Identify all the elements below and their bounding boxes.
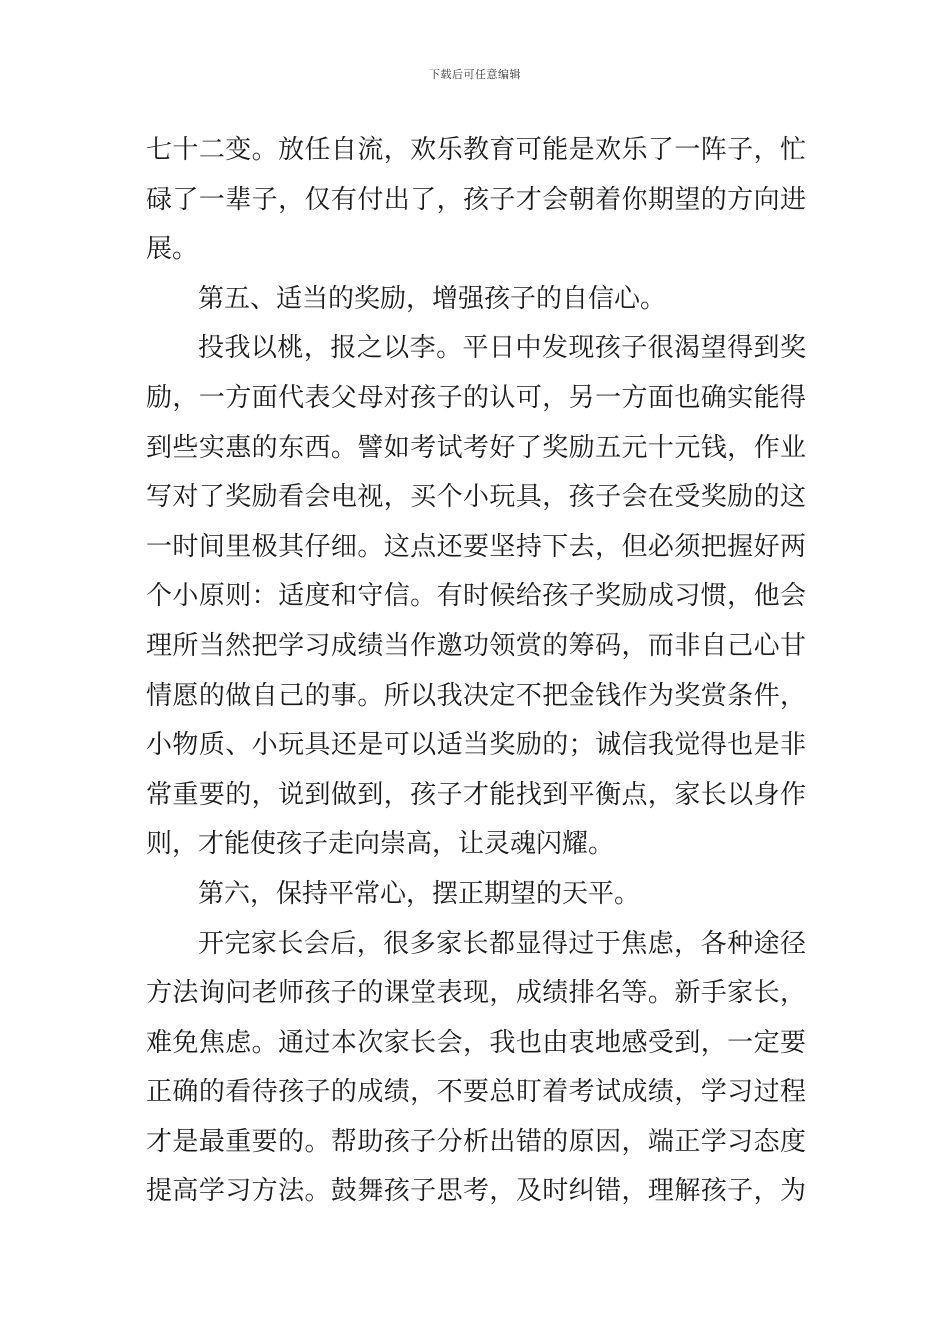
- text-line: 才是最重要的。帮助孩子分析出错的原因，端正学习态度: [146, 1126, 806, 1157]
- text-line: 个小原则：适度和守信。有时候给孩子奖励成习惯，他会: [146, 581, 806, 612]
- text-line: 励，一方面代表父母对孩子的认可，另一方面也确实能得: [146, 382, 806, 413]
- text-line: 难免焦虑。通过本次家长会，我也由衷地感受到，一定要: [146, 1027, 806, 1058]
- text-line: 碌了一辈子，仅有付出了，孩子才会朝着你期望的方向进: [146, 184, 806, 215]
- page-header: 下载后可任意编辑: [429, 68, 521, 81]
- text-line: 理所当然把学习成绩当作邀功领赏的筹码，而非自己心甘: [146, 630, 806, 661]
- text-line: 到些实惠的东西。譬如考试考好了奖励五元十元钱，作业: [146, 432, 806, 463]
- text-line: 小物质、小玩具还是可以适当奖励的；诚信我觉得也是非: [146, 730, 806, 761]
- text-line: 正确的看待孩子的成绩，不要总盯着考试成绩，学习过程: [146, 1077, 806, 1108]
- text-line: 提高学习方法。鼓舞孩子思考，及时纠错，理解孩子，为: [146, 1176, 806, 1207]
- text-line: 投我以桃，报之以李。平日中发现孩子很渴望得到奖: [198, 333, 806, 364]
- text-line: 开完家长会后，很多家长都显得过于焦虑，各种途径: [198, 928, 806, 959]
- text-line: 展。: [146, 234, 199, 265]
- text-line: 第五、适当的奖励，增强孩子的自信心。: [198, 283, 667, 314]
- text-line: 第六，保持平常心，摆正期望的天平。: [198, 878, 641, 909]
- document-body: [146, 126, 806, 1217]
- text-line: 写对了奖励看会电视，买个小玩具，孩子会在受奖励的这: [146, 482, 806, 513]
- text-line: 则，才能使孩子走向崇高，让灵魂闪耀。: [146, 829, 615, 860]
- text-line: 方法询问老师孩子的课堂表现，成绩排名等。新手家长，: [146, 978, 806, 1009]
- text-line: 七十二变。放任自流，欢乐教育可能是欢乐了一阵子，忙: [146, 135, 806, 165]
- text-line: 情愿的做自己的事。所以我决定不把金钱作为奖赏条件，: [146, 680, 806, 711]
- text-line: 常重要的，说到做到，孩子才能找到平衡点，家长以身作: [146, 779, 806, 810]
- text-line: 一时间里极其仔细。这点还要坚持下去，但必须把握好两: [146, 531, 806, 562]
